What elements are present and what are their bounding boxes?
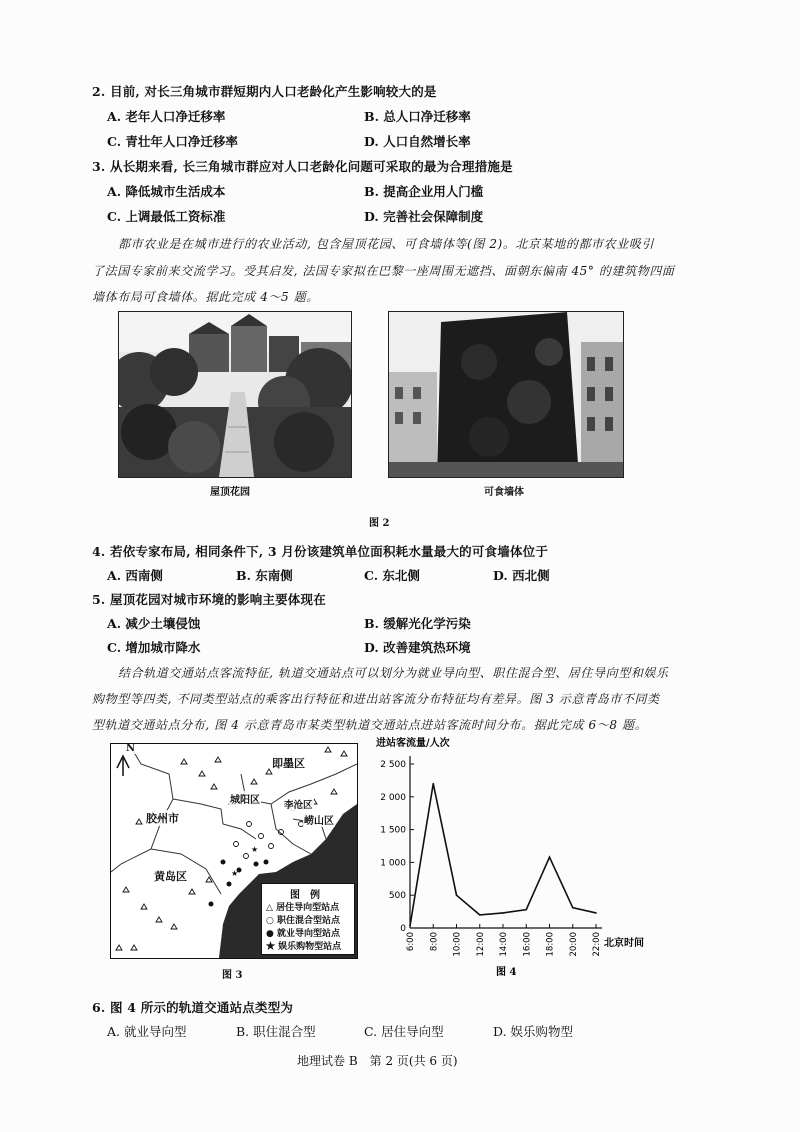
question-2-stem: 2. 目前, 对长三角城市群短期内人口老龄化产生影响较大的是 (92, 84, 437, 99)
passage-2-line-3: 型轨道交通站点分布, 图 4 示意青岛市某类型轨道交通站点进站客流时间分布。据此完成 6～8 题。 (92, 718, 648, 732)
legend-label-employment: 就业导向型站点 (277, 929, 341, 939)
question-5-option-c: C. 增加城市降水 (107, 640, 201, 655)
question-5-option-b: B. 缓解光化学污染 (364, 616, 471, 631)
y-tick-label: 2 500 (380, 760, 406, 770)
dot-icon: ● (266, 929, 274, 939)
data-point (409, 925, 411, 927)
question-4-option-d: D. 西北侧 (493, 568, 550, 583)
question-4-option-b: B. 东南侧 (236, 568, 293, 583)
shopping-station-markers (231, 845, 258, 878)
question-2-option-d: D. 人口自然增长率 (364, 134, 471, 149)
legend-row-mixed (266, 913, 340, 926)
legend-label-shopping: 娱乐购物型站点 (278, 942, 342, 952)
figure-2-label: 图 2 (369, 518, 390, 529)
data-point (502, 912, 504, 914)
district-licang: 李沧区 (283, 797, 314, 811)
question-2-option-a: A. 老年人口净迁移率 (107, 109, 226, 124)
x-tick-label: 8:00 (429, 932, 440, 952)
legend-title: 图 例 (290, 890, 320, 901)
question-2-option-c: C. 青壮年人口净迁移率 (107, 134, 238, 149)
question-5-stem: 5. 屋顶花园对城市环境的影响主要体现在 (92, 592, 326, 607)
question-6-option-b: B. 职住混合型 (236, 1024, 316, 1039)
x-tick-label: 22:00 (592, 932, 602, 957)
x-tick-label: 16:00 (522, 932, 533, 957)
question-6-option-a: A. 就业导向型 (107, 1024, 187, 1039)
svg-text:★: ★ (251, 845, 259, 854)
passenger-flow-chart (368, 732, 648, 982)
y-tick-label: 1 500 (380, 825, 406, 836)
question-2-option-b: B. 总人口净迁移率 (364, 109, 471, 124)
data-point (479, 914, 481, 916)
series-line (410, 784, 596, 926)
data-point (456, 894, 458, 896)
y-axis-label: 进站客流量/人次 (376, 738, 450, 749)
map-legend (261, 883, 355, 955)
edible-wall-photo (388, 311, 624, 478)
data-point (572, 907, 574, 909)
district-jiaozhou: 胶州市 (146, 812, 179, 825)
x-tick-label: 14:00 (499, 932, 509, 957)
rooftop-garden-caption: 屋顶花园 (210, 487, 250, 498)
legend-row-employment (266, 926, 340, 939)
qingdao-station-map (110, 743, 358, 959)
x-axis-label: 北京时间 (604, 938, 644, 949)
chart-canvas (368, 732, 648, 982)
y-tick-label: 1 000 (380, 858, 406, 869)
y-tick-label: 500 (388, 891, 406, 902)
question-3-option-c: C. 上调最低工资标准 (107, 209, 226, 224)
north-arrow-icon (117, 756, 129, 776)
data-point (595, 912, 597, 914)
question-6-option-c: C. 居住导向型 (364, 1024, 444, 1039)
x-tick-label: 20:00 (568, 932, 579, 957)
district-laoshan: 崂山区 (303, 812, 335, 827)
question-4-stem: 4. 若依专家布局, 相同条件下, 3 月份该建筑单位面积耗水量最大的可食墙体位于 (92, 544, 549, 559)
passage-1-line-3: 墙体布局可食墙体。据此完成 4～5 题。 (92, 290, 319, 304)
question-4-option-a: A. 西南侧 (107, 568, 163, 583)
district-huangdao: 黄岛区 (154, 870, 187, 883)
district-jimo: 即墨区 (272, 757, 305, 770)
x-tick-label: 6:00 (406, 932, 416, 952)
figure-4-label: 图 4 (496, 967, 517, 978)
legend-label-residential: 居住导向型站点 (276, 903, 340, 913)
passage-1-line-2: 了法国专家前来交流学习。受其启发, 法国专家拟在巴黎一座周围无遮挡、面朝东偏南 45° 的建筑物四面 (92, 264, 675, 278)
question-6-stem: 6. 图 4 所示的轨道交通站点类型为 (92, 1000, 294, 1015)
star-icon: ★ (266, 942, 276, 952)
data-point (432, 783, 434, 785)
question-3-stem: 3. 从长期来看, 长三角城市群应对人口老龄化问题可采取的最为合理措施是 (92, 159, 513, 174)
data-point (549, 856, 551, 858)
legend-label-mixed: 职住混合型站点 (277, 916, 341, 926)
y-tick-label: 2 000 (380, 792, 406, 803)
question-4-option-c: C. 东北侧 (364, 568, 420, 583)
data-point (525, 909, 527, 911)
question-6-option-d: D. 娱乐购物型 (493, 1024, 574, 1039)
question-3-option-b: B. 提高企业用人门槛 (364, 184, 484, 199)
rooftop-garden-photo (118, 311, 352, 478)
page-footer: 地理试卷 B 第 2 页(共 6 页) (297, 1054, 458, 1068)
y-tick-label: 0 (400, 924, 406, 934)
passage-2-line-2: 购物型等四类, 不同类型站点的乘客出行特征和进出站客流分布特征均有差异。图 3 示意青岛市不同类 (92, 692, 660, 706)
passage-1-line-1: 都市农业是在城市进行的农业活动, 包含屋顶花园、可食墙体等(图 2)。北京某地的都市农业吸引 (118, 237, 655, 251)
figure-3-label: 图 3 (222, 970, 243, 981)
question-3-option-d: D. 完善社会保障制度 (364, 209, 484, 224)
mixed-station-markers (234, 806, 304, 859)
x-tick-label: 12:00 (475, 932, 486, 957)
question-5-option-d: D. 改善建筑热环境 (364, 640, 471, 655)
legend-row-residential (266, 900, 339, 913)
x-tick-label: 10:00 (452, 932, 463, 957)
edible-wall-caption: 可食墙体 (484, 487, 524, 498)
district-chengyang: 城阳区 (229, 791, 261, 806)
x-tick-label: 18:00 (545, 932, 556, 957)
north-label: N (126, 743, 136, 754)
question-5-option-a: A. 减少土壤侵蚀 (107, 616, 201, 631)
passage-2-line-1: 结合轨道交通站点客流特征, 轨道交通站点可以划分为就业导向型、职住混合型、居住导向型和娱乐 (118, 666, 669, 680)
question-3-option-a: A. 降低城市生活成本 (107, 184, 226, 199)
triangle-icon: △ (266, 903, 273, 913)
svg-text:★: ★ (231, 869, 239, 878)
circle-icon: ○ (266, 916, 274, 926)
legend-row-shopping (266, 939, 341, 952)
